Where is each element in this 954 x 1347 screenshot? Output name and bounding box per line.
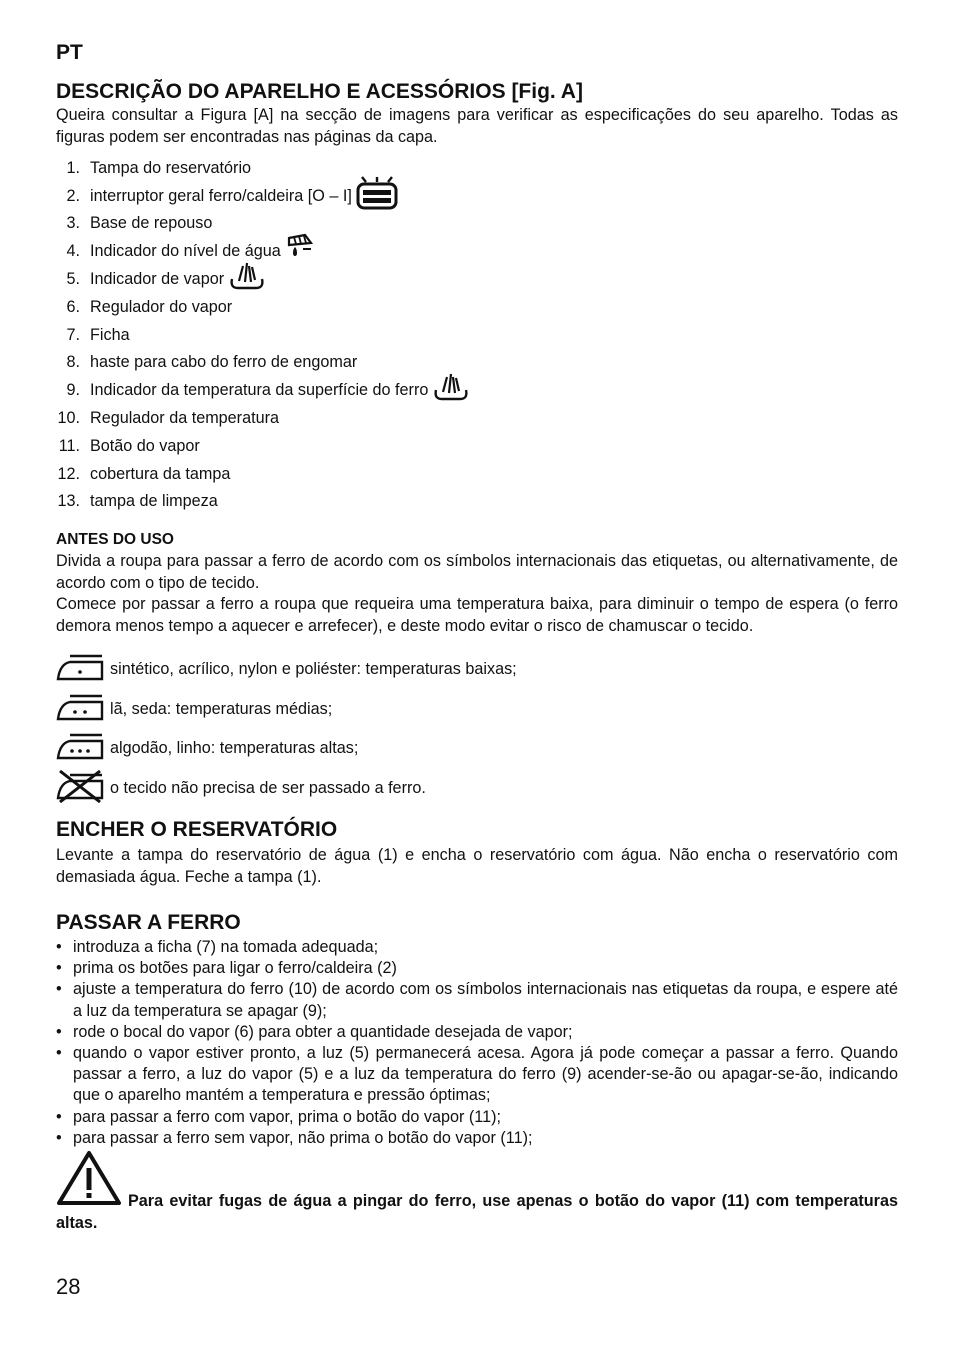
bullet-marker: •	[56, 959, 62, 978]
warning-text: Para evitar fugas de água a pingar do ferro, use apenas o botão do vapor (11) com temperaturas altas.	[56, 1192, 898, 1232]
list-item-number: 8.	[66, 353, 80, 372]
list-item	[56, 265, 898, 293]
care-symbol-text: sintético, acrílico, nylon e poliéster: temperaturas baixas;	[110, 660, 517, 679]
bullet-text: para passar a ferro sem vapor, não prima o botão do vapor (11);	[73, 1128, 533, 1147]
list-item	[56, 1022, 898, 1043]
care-symbol-row	[56, 769, 898, 809]
bullet-marker: •	[56, 938, 62, 956]
list-item-number: 12.	[57, 464, 80, 483]
steam-icon	[432, 372, 470, 408]
parts-list	[56, 154, 898, 515]
steam-icon	[228, 261, 266, 297]
list-item-number: 9.	[66, 381, 80, 400]
list-item	[56, 958, 898, 979]
do-not-iron-icon	[56, 769, 104, 808]
care-symbol-row	[56, 690, 898, 730]
bullet-text: introduza a ficha (7) na tomada adequada;	[73, 938, 379, 956]
care-symbol-text: lã, seda: temperaturas médias;	[110, 699, 333, 718]
bullet-text: quando o vapor estiver pronto, a luz (5) permanecerá acesa. Agora já pode começar a passar a ferro. Quando passar a ferro, a luz do vapor (5) e a luz da temperatura do ferro (9) acender-se-ão ou apagar-se-ão, indicando que o aparelho mantém a temperatura e pressão óptimas;	[73, 1044, 898, 1105]
section-title-description: DESCRIÇÃO DO APARELHO E ACESSÓRIOS [Fig. A]	[56, 80, 583, 103]
iron-three-dots-icon	[56, 731, 104, 766]
care-symbols-list	[56, 650, 898, 808]
list-item	[56, 404, 898, 432]
list-item	[56, 460, 898, 488]
bullet-marker: •	[56, 1022, 62, 1041]
subheading-antes-do-uso: ANTES DO USO	[56, 531, 174, 548]
list-item-number: 5.	[66, 270, 80, 289]
list-item	[56, 1043, 898, 1107]
bullet-text: para passar a ferro com vapor, prima o botão do vapor (11);	[73, 1107, 501, 1126]
warning-triangle-icon	[56, 1150, 122, 1212]
page-number: 28	[56, 1274, 81, 1299]
list-item-number: 2.	[66, 186, 80, 205]
bullet-marker: •	[56, 980, 62, 999]
warning-note	[56, 1150, 898, 1234]
bullet-marker: •	[56, 1044, 62, 1063]
list-item-number: 11.	[58, 436, 80, 455]
list-item-number: 3.	[66, 214, 80, 233]
list-item-text: Base de repouso	[90, 214, 213, 233]
list-item-text: Regulador da temperatura	[90, 409, 279, 428]
bullet-text: rode o bocal do vapor (6) para obter a quantidade desejada de vapor;	[73, 1022, 573, 1041]
iron-one-dot-icon	[56, 652, 104, 687]
list-item	[56, 488, 898, 516]
care-symbol-row	[56, 729, 898, 769]
care-symbol-text: algodão, linho: temperaturas altas;	[110, 739, 359, 758]
intro-paragraph: Queira consultar a Figura [A] na secção de imagens para verificar as especificações do seu aparelho. Todas as figuras podem ser encontradas nas páginas da capa.	[56, 106, 898, 146]
antes-paragraph-1: Divida a roupa para passar a ferro de acordo com os símbolos internacionais das etiquetas, ou alternativamente, de acordo com o tipo de tecido.	[56, 552, 898, 592]
list-item-number: 6.	[66, 297, 80, 316]
bullet-marker: •	[56, 1128, 62, 1147]
list-item-text: Ficha	[90, 325, 130, 344]
list-item-number: 13.	[57, 492, 80, 511]
list-item-text: Tampa do reservatório	[90, 158, 252, 177]
bullet-text: prima os botões para ligar o ferro/caldeira (2)	[73, 959, 397, 978]
list-item	[56, 376, 898, 404]
list-item-number: 1.	[66, 158, 80, 177]
list-item-text: haste para cabo do ferro de engomar	[90, 353, 358, 372]
ironing-steps-list	[56, 937, 898, 1149]
encher-paragraph: Levante a tampa do reservatório de água (1) e encha o reservatório com água. Não encha o reservatório com demasiada água. Feche a tampa (1).	[56, 846, 898, 886]
list-item-text: Indicador do nível de água	[90, 242, 281, 261]
list-item	[56, 1128, 898, 1149]
list-item-text: Regulador do vapor	[90, 297, 233, 316]
list-item-number: 10.	[57, 409, 80, 428]
list-item-text: cobertura da tampa	[90, 464, 231, 483]
list-item-text: Botão do vapor	[90, 436, 200, 455]
list-item-text: tampa de limpeza	[90, 492, 218, 511]
antes-paragraph-2: Comece por passar a ferro a roupa que requeira uma temperatura baixa, para diminuir o tempo de espera (o ferro demora menos tempo a aquecer e arrefecer), e deste modo evitar o risco de chamuscar o tecido.	[56, 595, 898, 635]
care-symbol-row	[56, 650, 898, 690]
list-item	[56, 321, 898, 349]
list-item-text: interruptor geral ferro/caldeira [O – I]	[90, 186, 352, 205]
language-code: PT	[56, 41, 83, 64]
iron-two-dots-icon	[56, 692, 104, 727]
list-item	[56, 432, 898, 460]
list-item	[56, 293, 898, 321]
list-item-text: Indicador de vapor	[90, 270, 225, 289]
section-title-passar: PASSAR A FERRO	[56, 911, 241, 934]
list-item	[56, 937, 898, 958]
list-item-text: Indicador da temperatura da superfície do ferro	[90, 381, 429, 400]
antes-do-uso-text	[56, 551, 898, 637]
bullet-text: ajuste a temperatura do ferro (10) de acordo com os símbolos internacionais nas etiquetas da roupa, e espere até a luz da temperatura se apagar (9);	[73, 980, 898, 1020]
list-item-number: 7.	[66, 325, 80, 344]
section-title-encher: ENCHER O RESERVATÓRIO	[56, 818, 338, 841]
bullet-marker: •	[56, 1107, 62, 1126]
list-item	[56, 182, 898, 210]
list-item-number: 4.	[66, 242, 80, 261]
list-item	[56, 1107, 898, 1128]
list-item	[56, 979, 898, 1021]
care-symbol-text: o tecido não precisa de ser passado a ferro.	[110, 778, 426, 797]
